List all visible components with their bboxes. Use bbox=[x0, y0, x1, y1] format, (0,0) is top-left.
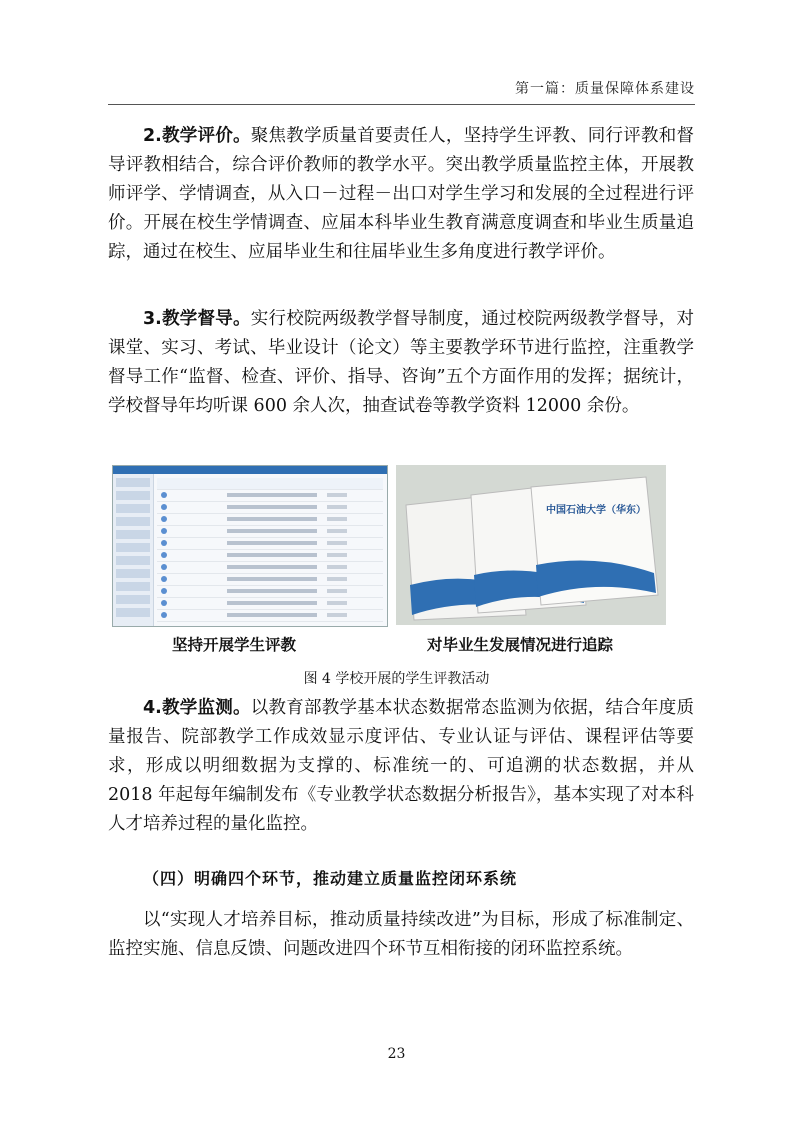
paragraph-teaching-supervision bbox=[108, 305, 694, 421]
left-image-caption: 坚持开展学生评教 bbox=[172, 636, 297, 654]
booklet-title: 中国石油大学（华东） bbox=[546, 505, 646, 516]
paragraph-teaching-monitoring bbox=[108, 694, 694, 839]
booklet-stack-graphic bbox=[396, 465, 666, 625]
paragraph-closed-loop: 以“实现人才培养目标，推动质量持续改进”为目标，形成了标准制定、监控实施、信息反馈、问题改进四个环节互相衔接的闭环监控系统。 bbox=[108, 910, 694, 959]
header-rule bbox=[108, 104, 695, 105]
paragraph-lead: 2.教学评价。 bbox=[143, 126, 251, 146]
running-header: 第一篇：质量保障体系建设 bbox=[515, 81, 695, 97]
paragraph-lead: 4.教学监测。 bbox=[143, 698, 251, 718]
page-number: 23 bbox=[387, 1046, 406, 1062]
paragraph-text: 聚焦教学质量首要责任人，坚持学生评教、同行评教和督导评教相结合，综合评价教师的教学水平。突出教学质量监控主体，开展教师评学、学情调查，从入口－过程－出口对学生学习和发展的全过程进行评价。开展在校生学情调查、应届本科毕业生教育满意度调查和毕业生质量追踪，通过在校生、应届毕业生和往届毕业生多角度进行教学评价。 bbox=[108, 126, 695, 262]
graduate-report-photo bbox=[396, 465, 666, 625]
student-evaluation-screenshot bbox=[112, 465, 388, 627]
paragraph-text: 以教育部教学基本状态数据常态监测为依据，结合年度质量报告、院部教学工作成效显示度评估、专业认证与评估、课程评估等要求，形成以明细数据为支撑的、标准统一的、可追溯的状态数据，并从 2018 年起每年编制发布《专业教学状态数据分析报告》，基本实现了对本科人才培养过程的量化监控。 bbox=[108, 698, 695, 834]
right-image-caption: 对毕业生发展情况进行追踪 bbox=[427, 636, 614, 654]
paragraph-text: 实行校院两级教学督导制度，通过校院两级教学督导，对课堂、实习、考试、毕业设计（论文）等主要教学环节进行监控，注重教学督导工作“监督、检查、评价、指导、咨询”五个方面作用的发挥；据统计，学校督导年均听课 600 余人次，抽查试卷等教学资料 12000 余份。 bbox=[108, 309, 695, 416]
figure-caption: 图 4 学校开展的学生评教活动 bbox=[303, 671, 490, 687]
section-heading: （四）明确四个环节，推动建立质量监控闭环系统 bbox=[143, 869, 518, 888]
paragraph-lead: 3.教学督导。 bbox=[143, 309, 251, 329]
paragraph-teaching-evaluation bbox=[108, 122, 694, 267]
